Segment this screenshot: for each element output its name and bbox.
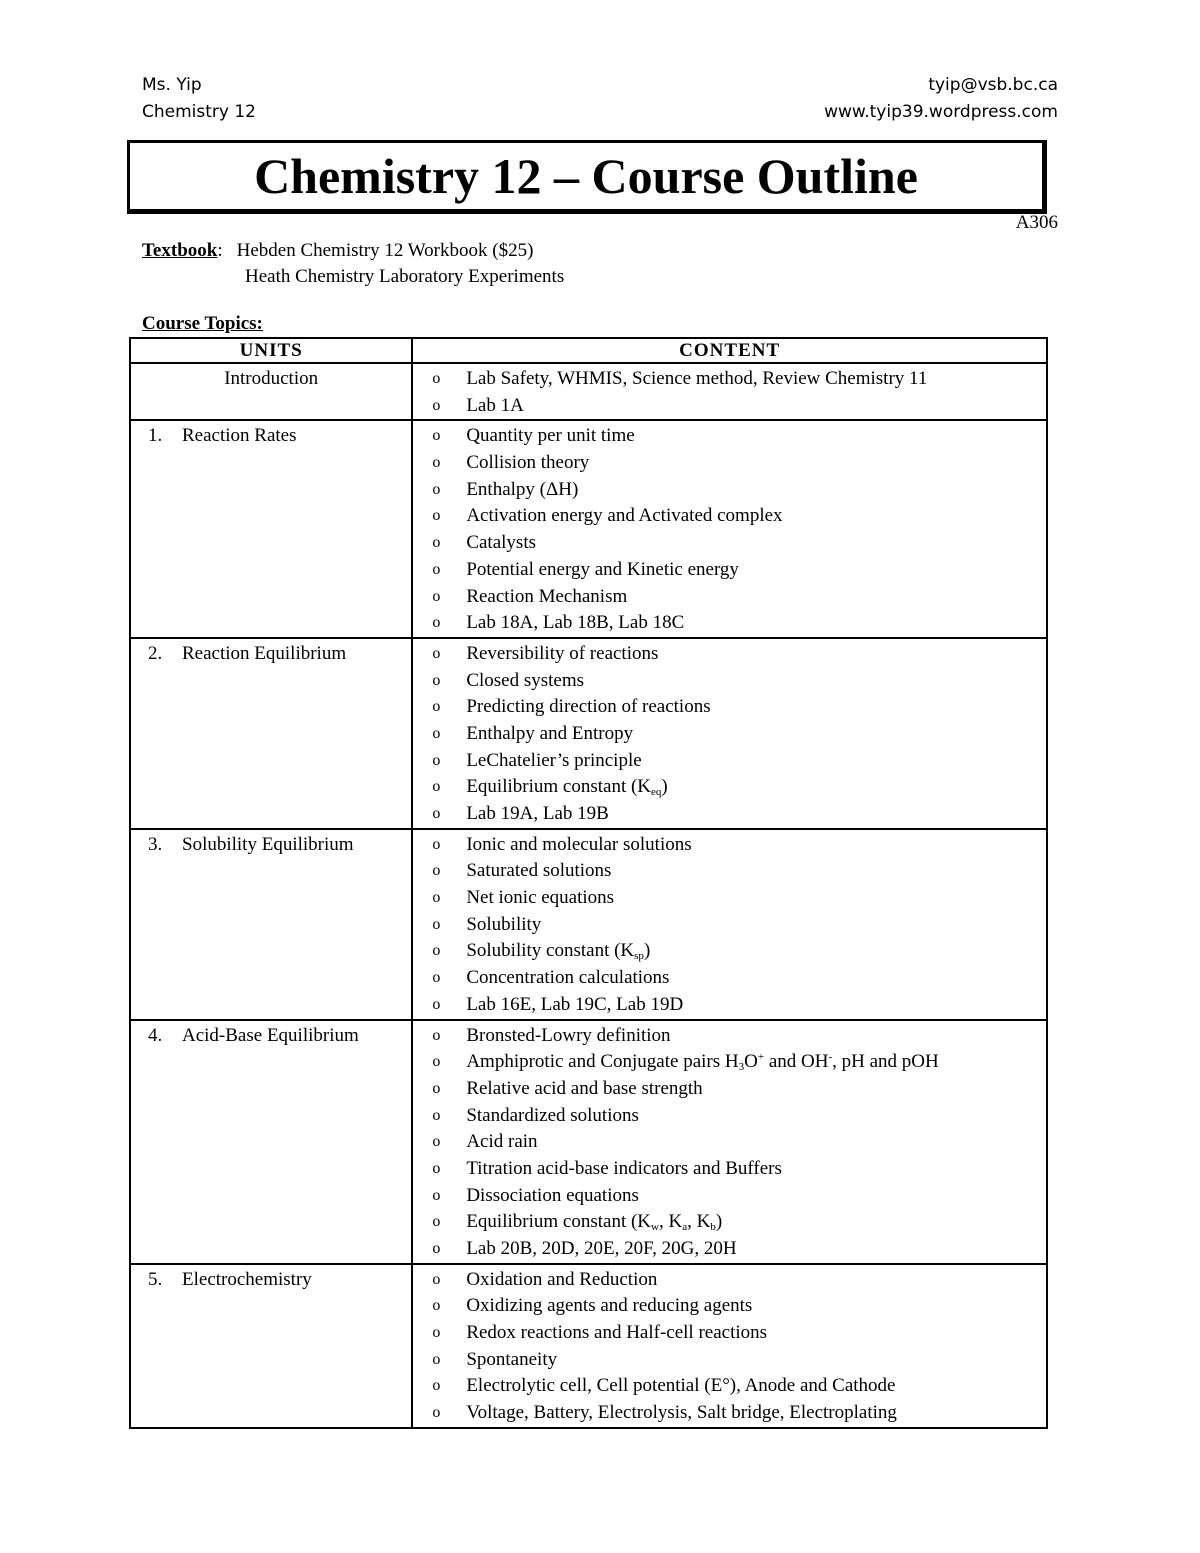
list-item: o Acid rain xyxy=(413,1129,1046,1156)
bullet-icon: o xyxy=(432,1240,441,1257)
list-item: o Bronsted-Lowry definition xyxy=(413,1023,1046,1050)
content-list xyxy=(413,421,1046,637)
bullet-icon: o xyxy=(432,1133,441,1151)
list-item: o Potential energy and Kinetic energy xyxy=(413,557,1046,584)
list-item: o Lab 19A, Lab 19B xyxy=(413,801,1046,828)
list-item: o Lab 18A, Lab 18B, Lab 18C xyxy=(413,610,1046,637)
list-item: o Amphiprotic and Conjugate pairs $H_3O^+$ and OH-, pH and pOH xyxy=(413,1049,1046,1076)
list-item: o Lab 20B, 20D, 20E, 20F, 20G, 20H xyxy=(413,1236,1046,1263)
bullet-icon: o xyxy=(432,1270,441,1288)
bullet-icon: o xyxy=(432,1053,441,1071)
bullet-icon: o xyxy=(432,835,441,853)
bullet-icon: o xyxy=(432,698,441,716)
bullet-icon: o xyxy=(432,1106,441,1124)
content-list xyxy=(413,1265,1046,1427)
bullet-icon: o xyxy=(432,370,441,387)
list-item: o Concentration calculations xyxy=(413,965,1046,992)
content-list xyxy=(413,830,1046,1019)
bullet-icon: o xyxy=(432,614,441,632)
page-title: Chemistry 12 – Course Outline xyxy=(254,148,918,204)
units-header: UNITS xyxy=(130,338,412,363)
bullet-icon: o xyxy=(432,1186,441,1204)
bullet-icon: o xyxy=(432,1079,441,1097)
bullet-icon: o xyxy=(432,915,441,933)
list-item: o Oxidation and Reduction xyxy=(413,1267,1046,1294)
bullet-icon: o xyxy=(432,1159,441,1177)
list-item: o Solubility constant $(K_{sp})$ xyxy=(413,938,1046,965)
list-item: o Catalysts xyxy=(413,530,1046,557)
list-item: o Activation energy and Activated complex xyxy=(413,503,1046,530)
bullet-icon: o xyxy=(432,862,441,880)
bullet-icon: o xyxy=(432,1297,441,1315)
title-box xyxy=(127,140,1047,214)
table-row xyxy=(130,1020,1047,1264)
bullet-icon: o xyxy=(432,671,441,689)
list-item: o LeChatelier’s principle xyxy=(413,748,1046,775)
bullet-icon: o xyxy=(432,1026,441,1044)
unit-solubility-equilibrium: 3. Solubility Equilibrium xyxy=(148,833,354,855)
content-list xyxy=(413,639,1046,828)
bullet-icon: o xyxy=(432,427,441,445)
list-item: o Closed systems xyxy=(413,668,1046,695)
list-item: o Standardized solutions xyxy=(413,1103,1046,1130)
textbook-line-1: Hebden Chemistry 12 Workbook ($25) xyxy=(236,240,534,261)
list-item: o Enthalpy and Entropy xyxy=(413,721,1046,748)
list-item: o Voltage, Battery, Electrolysis, Salt bridge, Electroplating xyxy=(413,1400,1046,1427)
textbook-colon: : xyxy=(217,240,223,261)
bullet-icon: o xyxy=(432,724,441,742)
bullet-icon: o xyxy=(432,507,441,525)
room-number: A306 xyxy=(1015,212,1058,233)
unit-electrochemistry: 5. Electrochemistry xyxy=(148,1268,312,1290)
unit-introduction: Introduction xyxy=(224,368,319,389)
bullet-icon: o xyxy=(432,1377,441,1395)
list-item: o Equilibrium constant $(K_{eq})$ xyxy=(413,774,1046,801)
teacher-name: Ms. Yip xyxy=(142,75,202,95)
bullet-icon: o xyxy=(432,778,441,796)
table-row xyxy=(130,363,1047,420)
bullet-icon: o xyxy=(432,1350,441,1368)
bullet-icon: o xyxy=(432,889,441,907)
list-item: o Spontaneity xyxy=(413,1347,1046,1374)
table-row xyxy=(130,1264,1047,1428)
table-row xyxy=(130,638,1047,829)
content-list xyxy=(413,1021,1046,1263)
list-item: o Lab 16E, Lab 19C, Lab 19D xyxy=(413,992,1046,1019)
list-item: o Reaction Mechanism xyxy=(413,584,1046,611)
teacher-website[interactable]: www.tyip39.wordpress.com xyxy=(824,102,1058,122)
list-item: o Quantity per unit time xyxy=(413,423,1046,450)
content-list xyxy=(413,364,1046,419)
list-item: o Net ionic equations xyxy=(413,885,1046,912)
unit-acid-base-equilibrium: 4. Acid-Base Equilibrium xyxy=(148,1024,359,1046)
list-item: o Predicting direction of reactions xyxy=(413,694,1046,721)
bullet-icon: o xyxy=(432,480,441,498)
unit-reaction-rates: 1. Reaction Rates xyxy=(148,425,297,447)
list-item: o Equilibrium constant ($K_w$, $K_a$, $K_b$) xyxy=(413,1209,1046,1236)
bullet-icon: o xyxy=(432,969,441,987)
bullet-icon: o xyxy=(432,560,441,578)
bullet-icon: o xyxy=(432,1404,441,1422)
table-header-row xyxy=(130,338,1047,363)
list-item: o Enthalpy (ΔH) xyxy=(413,477,1046,504)
course-name: Chemistry 12 xyxy=(142,102,256,122)
list-item: o Solubility xyxy=(413,912,1046,939)
header-left xyxy=(142,72,256,126)
list-item: o Ionic and molecular solutions xyxy=(413,832,1046,859)
bullet-icon: o xyxy=(432,995,441,1013)
list-item: o Oxidizing agents and reducing agents xyxy=(413,1293,1046,1320)
bullet-icon: o xyxy=(432,454,441,472)
list-item: o Relative acid and base strength xyxy=(413,1076,1046,1103)
bullet-icon: o xyxy=(432,396,441,414)
table-row xyxy=(130,829,1047,1020)
textbook-line-2: Heath Chemistry Laboratory Experiments xyxy=(245,266,565,287)
teacher-email[interactable]: tyip@vsb.bc.ca xyxy=(928,75,1058,95)
list-item: o Redox reactions and Half-cell reactions xyxy=(413,1320,1046,1347)
bullet-icon: o xyxy=(432,805,441,822)
course-topics-heading: Course Topics: xyxy=(142,313,263,334)
course-topics-table xyxy=(129,337,1048,1429)
content-header: CONTENT xyxy=(412,338,1047,363)
list-item: o Dissociation equations xyxy=(413,1183,1046,1210)
textbook-label: Textbook xyxy=(142,240,218,261)
textbook-section xyxy=(142,238,564,290)
bullet-icon: o xyxy=(432,534,441,552)
header-right xyxy=(824,72,1058,126)
bullet-icon: o xyxy=(432,644,441,662)
list-item: o Reversibility of reactions xyxy=(413,641,1046,668)
list-item: o Titration acid-base indicators and Buffers xyxy=(413,1156,1046,1183)
list-item: o Lab Safety, WHMIS, Science method, Review Chemistry 11 xyxy=(413,366,1046,393)
table-row xyxy=(130,420,1047,638)
bullet-icon: o xyxy=(432,1213,441,1231)
unit-reaction-equilibrium: 2. Reaction Equilibrium xyxy=(148,642,347,664)
list-item: o Saturated solutions xyxy=(413,858,1046,885)
list-item: o Lab 1A xyxy=(413,393,1046,420)
bullet-icon: o xyxy=(432,1324,441,1342)
list-item: o Collision theory xyxy=(413,450,1046,477)
bullet-icon: o xyxy=(432,587,441,605)
bullet-icon: o xyxy=(432,942,441,960)
list-item: o Electrolytic cell, Cell potential (E°), Anode and Cathode xyxy=(413,1373,1046,1400)
bullet-icon: o xyxy=(432,751,441,769)
